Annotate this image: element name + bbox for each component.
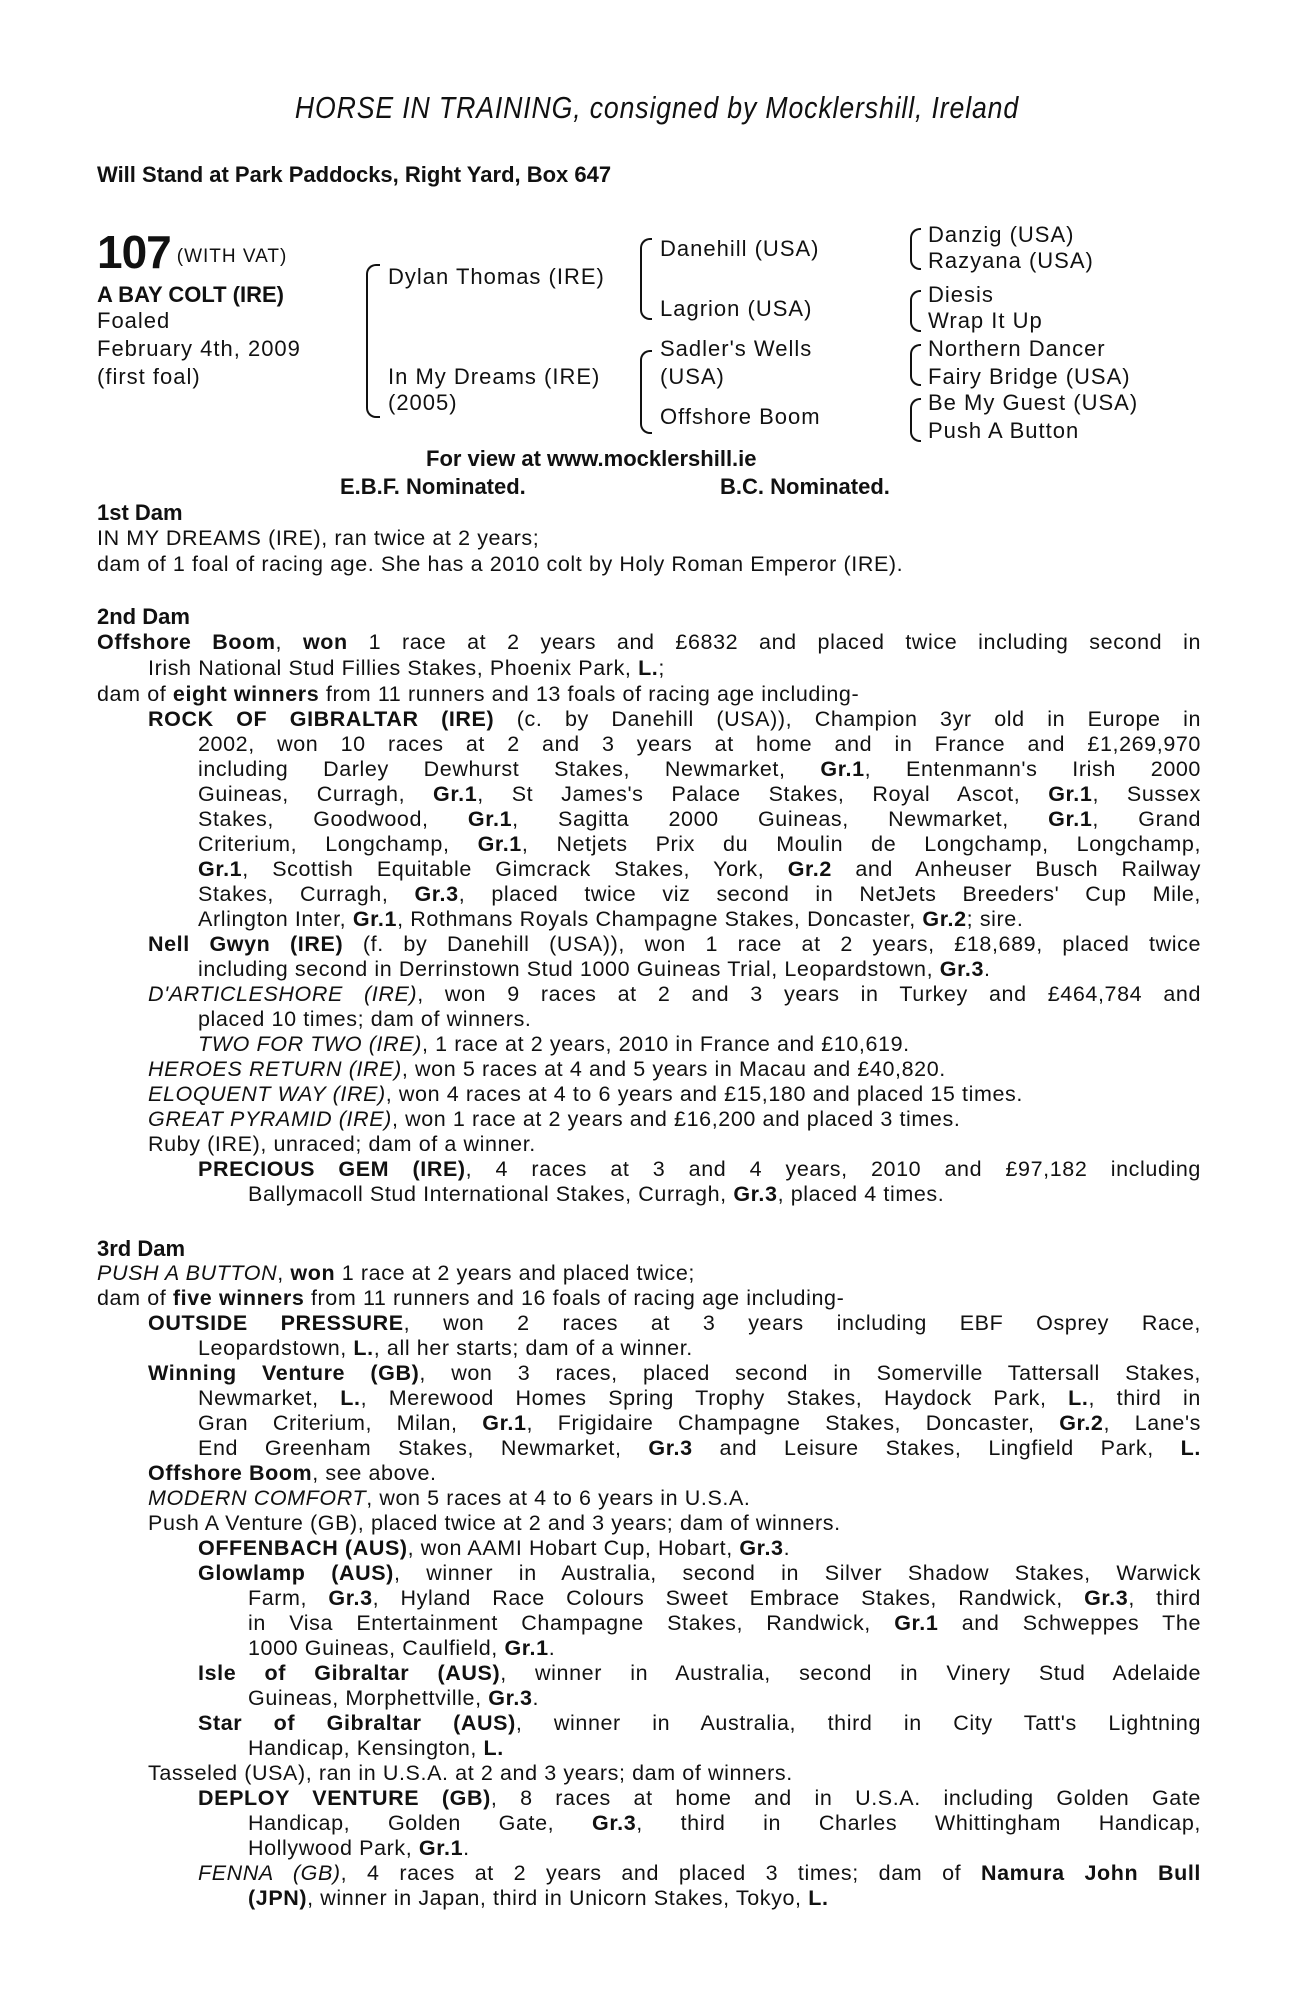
progeny-line: Ruby (IRE), unraced; dam of a winner. [148, 1132, 536, 1156]
progeny-line: TWO FOR TWO (IRE), 1 race at 2 years, 2010 in France and £10,619. [198, 1032, 910, 1056]
lot-heading [97, 225, 287, 279]
progeny-line: Arlington Inter, Gr.1, Rothmans Royals Champagne Stakes, Doncaster, Gr.2; sire. [198, 907, 1024, 931]
progeny-line: Guineas, Morphettville, Gr.3. [248, 1686, 540, 1710]
pedigree-brace [366, 264, 380, 418]
progeny-line: Offshore Boom, see above. [148, 1461, 437, 1485]
progeny-line: Gr.1, Scottish Equitable Gimcrack Stakes, York, Gr.2 and Anheuser Busch Railway [198, 857, 1201, 881]
progeny-line: 2002, won 10 races at 2 and 3 years at home and in France and £1,269,970 [198, 732, 1201, 756]
progeny-line: in Visa Entertainment Champagne Stakes, Randwick, Gr.1 and Schweppes The [248, 1611, 1201, 1635]
brace-3a [910, 228, 921, 270]
foaled-date: February 4th, 2009 [97, 336, 301, 361]
third-dam-line: dam of five winners from 11 runners and 16 foals of racing age including- [97, 1286, 845, 1310]
progeny-line: including second in Derrinstown Stud 1000 Guineas Trial, Leopardstown, Gr.3. [198, 957, 991, 981]
pedigree-dam-sire-suffix: (USA) [660, 364, 725, 389]
page-title: HORSE IN TRAINING, consigned by Mocklershill, Ireland [294, 90, 1020, 125]
lot-vat: (WITH VAT) [176, 246, 288, 267]
pedigree-sire-sire: Danehill (USA) [660, 236, 820, 261]
progeny-line: Farm, Gr.3, Hyland Race Colours Sweet Embrace Stakes, Randwick, Gr.3, third [248, 1586, 1201, 1610]
progeny-line: Ballymacoll Stud International Stakes, Curragh, Gr.3, placed 4 times. [248, 1182, 945, 1206]
progeny-line: Newmarket, L., Merewood Homes Spring Trophy Stakes, Haydock Park, L., third in [198, 1386, 1201, 1410]
pedigree-dam-dam: Offshore Boom [660, 404, 821, 429]
bc-nominated: B.C. Nominated. [720, 474, 890, 499]
progeny-line: HEROES RETURN (IRE), won 5 races at 4 and 5 years in Macau and £40,820. [148, 1057, 946, 1081]
progeny-line: Leopardstown, L., all her starts; dam of a winner. [198, 1336, 693, 1360]
progeny-line: Isle of Gibraltar (AUS), winner in Australia, second in Vinery Stud Adelaide [198, 1661, 1201, 1685]
pedigree-dds: Be My Guest (USA) [928, 390, 1139, 415]
pedigree-dss: Northern Dancer [928, 336, 1106, 361]
progeny-line: Hollywood Park, Gr.1. [248, 1836, 470, 1860]
progeny-line: Star of Gibraltar (AUS), winner in Australia, third in City Tatt's Lightning [198, 1711, 1201, 1735]
progeny-line: ELOQUENT WAY (IRE), won 4 races at 4 to 6 years and £15,180 and placed 15 times. [148, 1082, 1023, 1106]
ebf-nominated: E.B.F. Nominated. [340, 474, 526, 499]
progeny-line: 1000 Guineas, Caulfield, Gr.1. [248, 1636, 556, 1660]
progeny-line: Handicap, Kensington, L. [248, 1736, 504, 1760]
pedigree-dam: In My Dreams (IRE) [388, 364, 601, 389]
lot-number: 107 [97, 226, 171, 278]
foaled-label: Foaled [97, 308, 171, 333]
third-dam-heading: 3rd Dam [97, 1236, 186, 1261]
progeny-line: D'ARTICLESHORE (IRE), won 9 races at 2 and 3 years in Turkey and £464,784 and [148, 982, 1202, 1006]
progeny-line: Gran Criterium, Milan, Gr.1, Frigidaire Champagne Stakes, Doncaster, Gr.2, Lane's [198, 1411, 1201, 1435]
progeny-line: PRECIOUS GEM (IRE), 4 races at 3 and 4 years, 2010 and £97,182 including [198, 1157, 1201, 1181]
pedigree-sds: Diesis [928, 282, 994, 307]
third-dam-line: PUSH A BUTTON, won 1 race at 2 years and placed twice; [97, 1261, 696, 1285]
progeny-line: FENNA (GB), 4 races at 2 years and placed 3 times; dam of Namura John Bull [198, 1861, 1202, 1885]
progeny-line: GREAT PYRAMID (IRE), won 1 race at 2 years and £16,200 and placed 3 times. [148, 1107, 961, 1131]
first-dam-line: dam of 1 foal of racing age. She has a 2010 colt by Holy Roman Emperor (IRE). [97, 552, 904, 576]
view-link: For view at www.mocklershill.ie [426, 446, 757, 471]
brace-3c [910, 344, 921, 386]
pedigree-sire-dam: Lagrion (USA) [660, 296, 813, 321]
pedigree-sdd: Wrap It Up [928, 308, 1043, 333]
progeny-line: Criterium, Longchamp, Gr.1, Netjets Prix du Moulin de Longchamp, Longchamp, [198, 832, 1202, 856]
progeny-line: Nell Gwyn (IRE) (f. by Danehill (USA)), won 1 race at 2 years, £18,689, placed twice [148, 932, 1202, 956]
progeny-line: Guineas, Curragh, Gr.1, St James's Palace Stakes, Royal Ascot, Gr.1, Sussex [198, 782, 1201, 806]
second-dam-heading: 2nd Dam [97, 604, 190, 629]
progeny-line: Glowlamp (AUS), winner in Australia, second in Silver Shadow Stakes, Warwick [198, 1561, 1201, 1585]
pedigree-dam-sire: Sadler's Wells [660, 336, 813, 361]
brace-3d [910, 398, 921, 442]
progeny-line: placed 10 times; dam of winners. [198, 1007, 532, 1031]
progeny-line: including Darley Dewhurst Stakes, Newmarket, Gr.1, Entenmann's Irish 2000 [198, 757, 1201, 781]
progeny-line: Push A Venture (GB), placed twice at 2 and 3 years; dam of winners. [148, 1511, 841, 1535]
progeny-line: MODERN COMFORT, won 5 races at 4 to 6 years in U.S.A. [148, 1486, 751, 1510]
pedigree-sire: Dylan Thomas (IRE) [388, 264, 605, 289]
second-dam-line: Irish National Stud Fillies Stakes, Phoenix Park, L.; [148, 656, 665, 680]
foal-note: (first foal) [97, 364, 201, 389]
brace-3b [910, 290, 921, 332]
pedigree-dam-year: (2005) [388, 390, 458, 415]
progeny-line: ROCK OF GIBRALTAR (IRE) (c. by Danehill (USA)), Champion 3yr old in Europe in [148, 707, 1201, 731]
lot-name: A BAY COLT (IRE) [97, 282, 285, 307]
progeny-line: OUTSIDE PRESSURE, won 2 races at 3 years including EBF Osprey Race, [148, 1311, 1201, 1335]
pedigree-ddd: Push A Button [928, 418, 1080, 443]
sire-brace [640, 238, 652, 320]
progeny-line: (JPN), winner in Japan, third in Unicorn Stakes, Tokyo, L. [248, 1886, 829, 1910]
progeny-line: Winning Venture (GB), won 3 races, placed second in Somerville Tattersall Stakes, [148, 1361, 1202, 1385]
progeny-line: DEPLOY VENTURE (GB), 8 races at home and in U.S.A. including Golden Gate [198, 1786, 1201, 1810]
first-dam-heading: 1st Dam [97, 500, 183, 525]
pedigree-ssd: Razyana (USA) [928, 248, 1094, 273]
progeny-line: Tasseled (USA), ran in U.S.A. at 2 and 3 years; dam of winners. [148, 1761, 793, 1785]
progeny-line: Stakes, Curragh, Gr.3, placed twice viz second in NetJets Breeders' Cup Mile, [198, 882, 1201, 906]
dam-brace [640, 350, 652, 434]
pedigree-dsd: Fairy Bridge (USA) [928, 364, 1131, 389]
second-dam-line: Offshore Boom, won 1 race at 2 years and £6832 and placed twice including second in [97, 630, 1201, 654]
first-dam-line: IN MY DREAMS (IRE), ran twice at 2 years; [97, 526, 540, 550]
stand-location: Will Stand at Park Paddocks, Right Yard, Box 647 [97, 162, 612, 187]
progeny-line: Stakes, Goodwood, Gr.1, Sagitta 2000 Guineas, Newmarket, Gr.1, Grand [198, 807, 1202, 831]
progeny-line: OFFENBACH (AUS), won AAMI Hobart Cup, Hobart, Gr.3. [198, 1536, 791, 1560]
second-dam-line: dam of eight winners from 11 runners and 13 foals of racing age including- [97, 682, 860, 706]
progeny-line: End Greenham Stakes, Newmarket, Gr.3 and Leisure Stakes, Lingfield Park, L. [198, 1436, 1201, 1460]
pedigree-sss: Danzig (USA) [928, 222, 1075, 247]
progeny-line: Handicap, Golden Gate, Gr.3, third in Charles Whittingham Handicap, [248, 1811, 1201, 1835]
